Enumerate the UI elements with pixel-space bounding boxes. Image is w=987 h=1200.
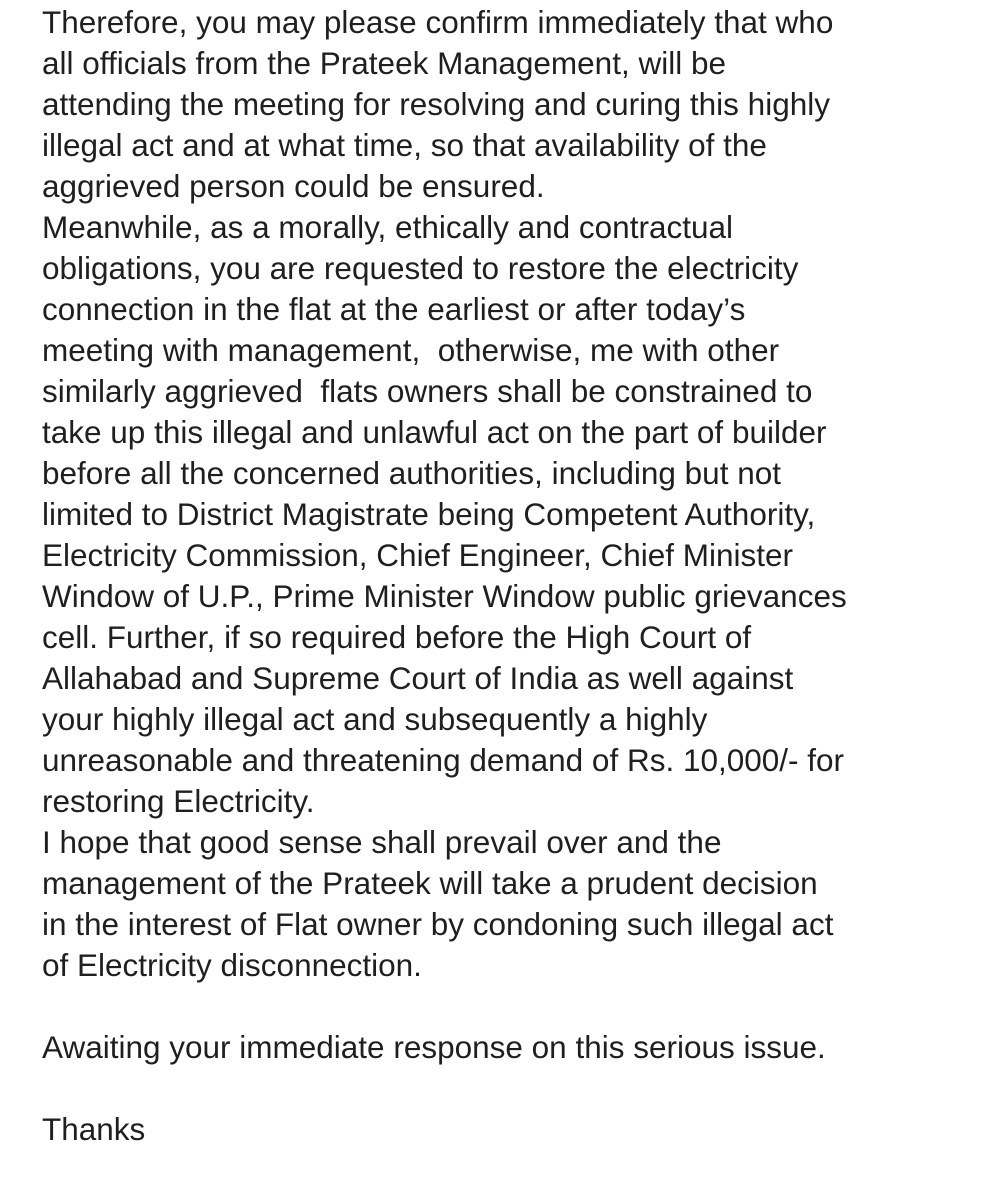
text-line: take up this illegal and unlawful act on the part of builder [42,414,827,450]
blank-line [42,986,972,1027]
text-line: unreasonable and threatening demand of Rs. 10,000/- for [42,742,845,778]
text-line: restoring Electricity. [42,783,315,819]
paragraph-request [42,207,972,822]
text-line: similarly aggrieved flats owners shall be constrained to [42,373,813,409]
text-line: management of the Prateek will take a prudent decision [42,865,818,901]
text-line: cell. Further, if so required before the High Court of [42,619,752,655]
text-line: Allahabad and Supreme Court of India as well against [42,660,794,696]
closing-text: Thanks [42,1111,146,1147]
text-line: illegal act and at what time, so that availability of the [42,127,767,163]
text-line: of Electricity disconnection. [42,947,422,983]
text-line: Electricity Commission, Chief Engineer, Chief Minister [42,537,794,573]
text-line: I hope that good sense shall prevail over and the [42,824,722,860]
blank-line [42,1068,972,1109]
text-line: aggrieved person could be ensured. [42,168,545,204]
text-line: attending the meeting for resolving and curing this highly [42,86,830,122]
text-line: in the interest of Flat owner by condoning such illegal act [42,906,834,942]
text-line: obligations, you are requested to restore the electricity [42,250,799,286]
paragraph-confirmation [42,2,972,207]
text-line: connection in the flat at the earliest or after today’s [42,291,746,327]
text-line: limited to District Magistrate being Competent Authority, [42,496,816,532]
text-line: before all the concerned authorities, including but not [42,455,781,491]
text-line: Awaiting your immediate response on this serious issue. [42,1029,826,1065]
paragraph-hope [42,822,972,986]
text-line: Meanwhile, as a morally, ethically and contractual [42,209,734,245]
text-line: your highly illegal act and subsequently a highly [42,701,708,737]
text-line: Therefore, you may please confirm immediately that who [42,4,834,40]
text-line: Window of U.P., Prime Minister Window public grievances [42,578,847,614]
text-line: all officials from the Prateek Management, will be [42,45,726,81]
text-line: meeting with management, otherwise, me with other [42,332,780,368]
paragraph-awaiting [42,1027,972,1068]
letter-body [42,2,972,1150]
